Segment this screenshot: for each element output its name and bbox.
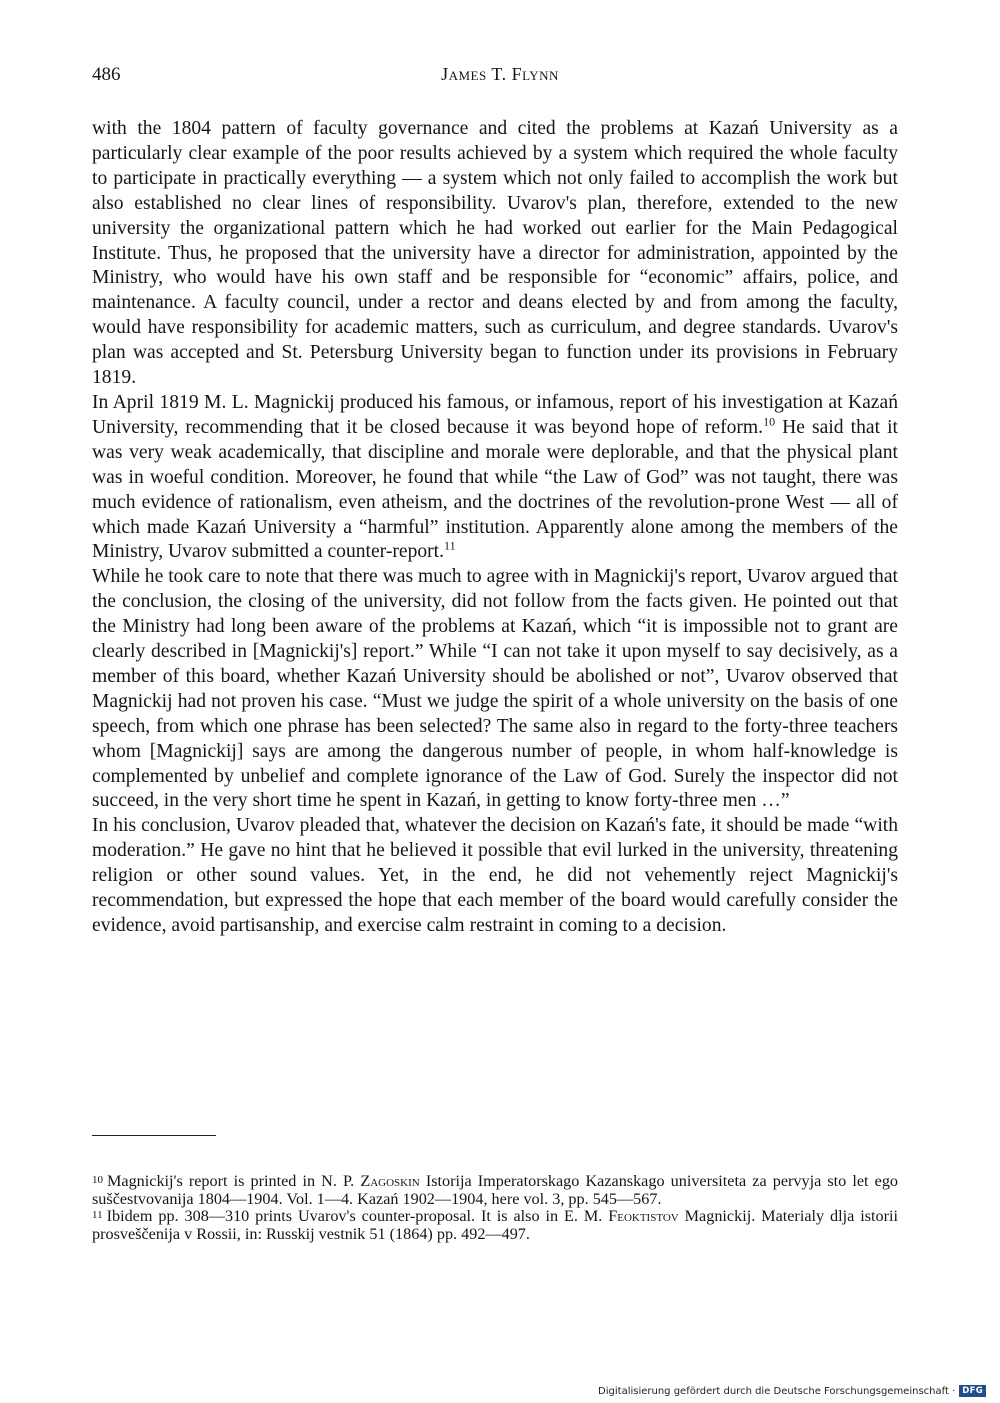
footnote-reference[interactable]: 10 bbox=[763, 414, 776, 429]
footnote-author: Feoktistov bbox=[608, 1207, 679, 1226]
body-text bbox=[92, 117, 898, 939]
page-number: 486 bbox=[92, 64, 121, 85]
dfg-logo: DFG bbox=[959, 1385, 986, 1397]
footnote-text: Ibidem pp. 308—310 prints Uvarov's counter-proposal. It is also in E. M. bbox=[106, 1207, 609, 1226]
paragraph-text: While he took care to note that there was much to agree with in Magnickij's report, Uvarov argued that the conclusion, the closing of the university, did not follow from the facts given. He pointed out that the Ministry had long been aware of the problems at Kazań, which “it is impossible not to grant are clearly described in [Magnickij's] report.” While “I can not take it upon myself to say decisively, as a member of this board, whether Kazań University should be abolished or not”, Uvarov observed that Magnickij had not proven his case. “Must we judge the spirit of a whole university on the basis of one speech, from which one phrase has been selected? The same also in regard to the forty-three teachers whom [Magnickij] says are among the dangerous number of people, in whom half-knowledge is complemented by unbelief and complete ignorance of the Law of God. Surely the inspector did not succeed, in the very short time he spent in Kazań, in getting to know forty-three men …” bbox=[92, 566, 898, 812]
footnote-mark: 11 bbox=[92, 1209, 103, 1222]
paragraph-text: In April 1819 M. L. Magnickij produced his famous, or infamous, report of his investigation at Kazań University, recommending that it be closed because it was beyond hope of reform. bbox=[92, 391, 898, 438]
footnote-reference[interactable]: 11 bbox=[444, 538, 456, 553]
footnote-divider bbox=[92, 1135, 216, 1136]
paragraph-2 bbox=[92, 391, 898, 565]
footnote-text: Magnickij's report is printed in N. P. bbox=[107, 1172, 361, 1190]
footnote-10 bbox=[92, 1173, 898, 1208]
footnote-mark: 10 bbox=[92, 1174, 103, 1186]
paragraph-text: He said that it was very weak academically, that discipline and morale were deplorable, and that the physical plant was in woeful condition. Moreover, he found that while “the Law of God” was not taught, there was much evidence of rationalism, even atheism, and the doctrines of the revolution-prone West — all of which made Kazań University a “harmful” institution. Apparently alone among the members of the Ministry, Uvarov submitted a counter-report. bbox=[92, 416, 898, 563]
footnote-text: Magnickij. Materialy dlja istorii prosveščenija v Rossii, in: Russkij vestnik 51 (1864) pp. 492—497. bbox=[92, 1207, 898, 1243]
paragraph-text: In his conclusion, Uvarov pleaded that, whatever the decision on Kazań's fate, it should be made “with moderation.” He gave no hint that he believed it possible that evil lurked in the university, threatening religion or other sound values. Yet, in the end, he did not vehemently reject Magnickij's recommendation, but expressed the hope that each member of the board would carefully consider the evidence, avoid partisanship, and exercise calm restraint in coming to a decision. bbox=[92, 815, 898, 936]
footer-text: Digitalisierung gefördert durch die Deutsche Forschungsgemeinschaft · bbox=[598, 1385, 956, 1397]
footnote-11 bbox=[92, 1208, 898, 1243]
paragraph-text: with the 1804 pattern of faculty governance and cited the problems at Kazań University as a particularly clear example of the poor results achieved by a system which required the whole faculty to participate in practically everything — a system which not only failed to accomplish the work but also established no clear lines of responsibility. Uvarov's plan, therefore, extended to the new university the organizational pattern which he had worked out earlier for the Main Pedagogical Institute. Thus, he proposed that the university have a director for administration, appointed by the Ministry, who would have his own staff and be responsible for “economic” affairs, police, and maintenance. A faculty council, under a rector and deans elected by and from among the faculty, would have responsibility for academic matters, such as curriculum, and degree standards. Uvarov's plan was accepted and St. Petersburg University began to function under its provisions in February 1819. bbox=[92, 118, 898, 389]
footnote-text: Istorija Imperatorskago Kazanskago universiteta za pervyja sto let ego suščestvovanija 1804—1904. Vol. 1—4. Kazań 1902—1904, here vol. 3, pp. 545—567. bbox=[92, 1172, 899, 1208]
running-head: James T. Flynn bbox=[441, 64, 559, 84]
footnote-author: Zagoskin bbox=[360, 1172, 420, 1190]
paragraph-4 bbox=[92, 814, 898, 939]
paragraph-1 bbox=[92, 117, 898, 391]
footnotes bbox=[92, 1173, 898, 1243]
paragraph-3 bbox=[92, 565, 898, 814]
digitization-footer bbox=[598, 1385, 986, 1397]
